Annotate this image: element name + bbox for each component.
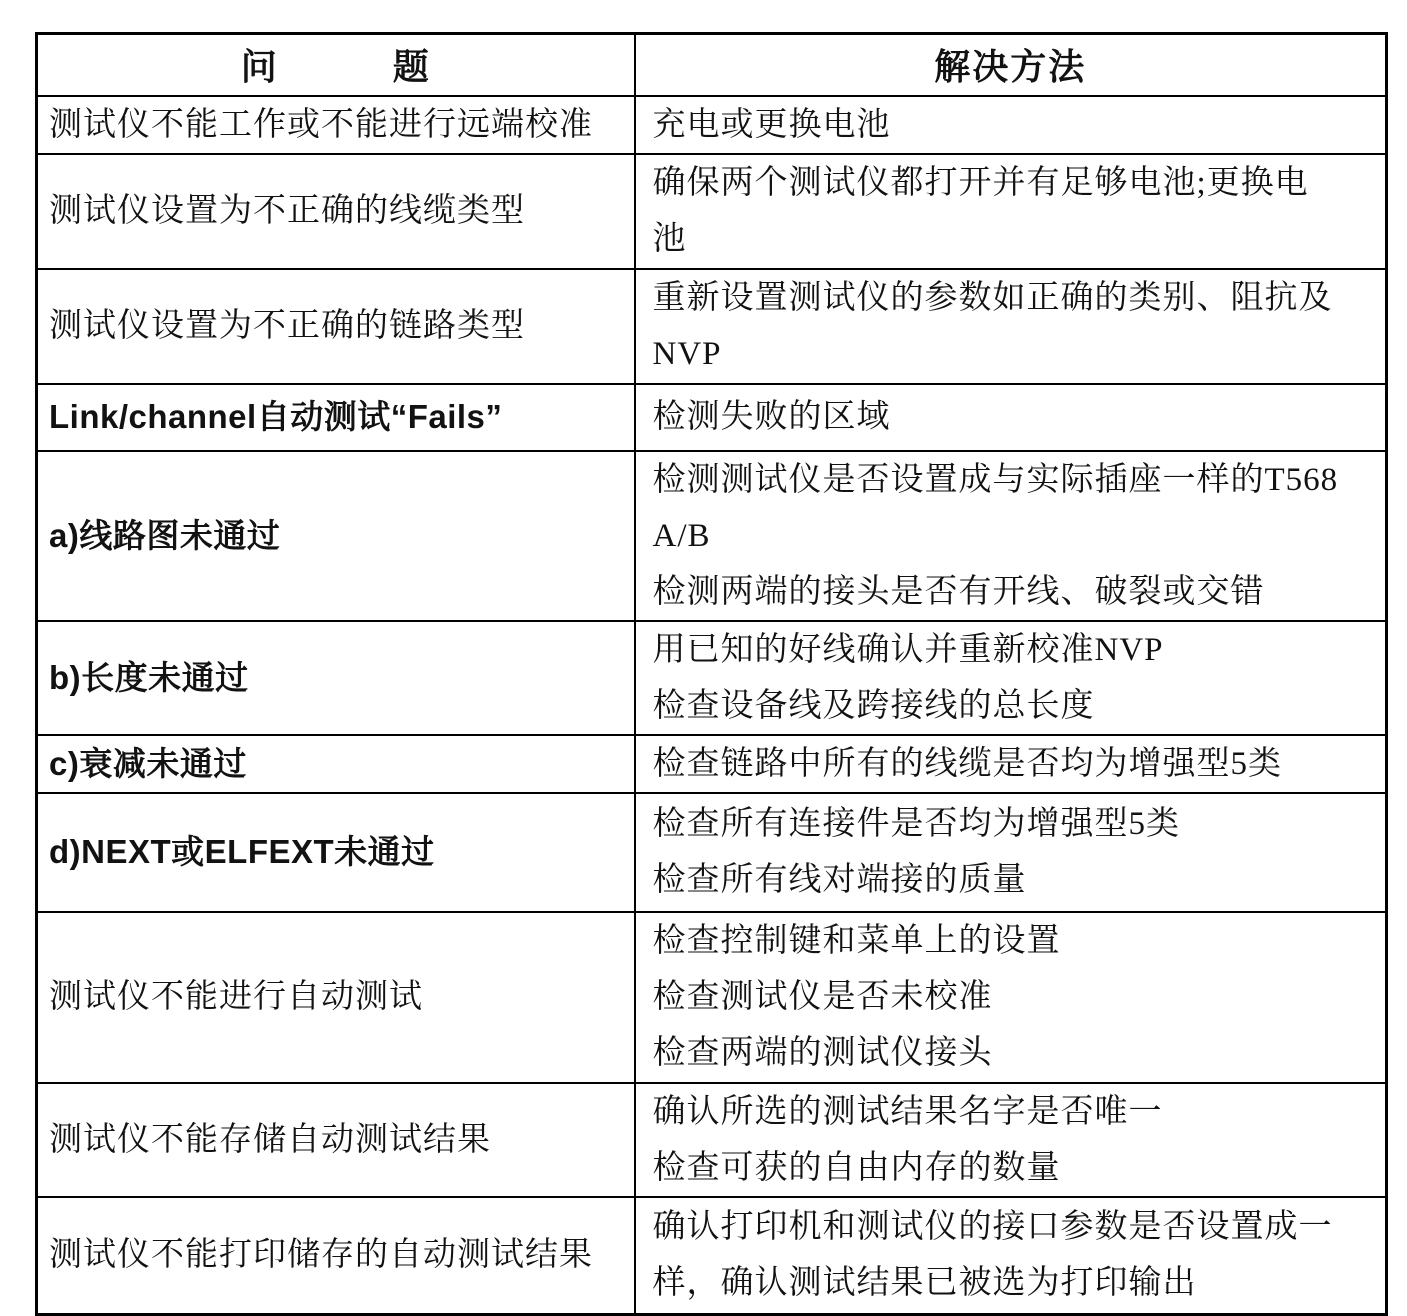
solution-cell: [635, 384, 1387, 451]
problem-cell: [37, 621, 635, 735]
table-row: [37, 269, 1387, 384]
table-row: [37, 451, 1387, 621]
solution-line: 检测两端的接头是否有开线、破裂或交错: [652, 573, 1265, 610]
problem-cell: [37, 793, 635, 912]
problem-text: 测试仪设置为不正确的链路类型: [49, 308, 525, 344]
solution-cell: [635, 96, 1387, 154]
solution-line: 检查所有连接件是否均为增强型5类: [652, 806, 1180, 842]
problem-text: b)长度未通过: [49, 658, 249, 696]
solution-line: A/B: [652, 517, 711, 554]
solution-cell: [635, 154, 1387, 269]
solution-cell: [635, 735, 1387, 793]
table-row: [37, 96, 1387, 154]
solution-cell: [635, 1197, 1387, 1315]
solution-line: 检查链路中所有的线缆是否均为增强型5类: [652, 745, 1282, 782]
solution-line: 重新设置测试仪的参数如正确的类别、阻抗及: [652, 280, 1333, 316]
troubleshooting-document: [35, 32, 1388, 1316]
solution-line: 检查设备线及跨接线的总长度: [652, 687, 1095, 724]
problem-text: c)衰减未通过: [49, 744, 247, 782]
problem-cell: [37, 735, 635, 793]
problem-cell: [37, 912, 635, 1083]
solution-line: NVP: [652, 336, 722, 372]
solution-line: 检测失败的区域: [652, 399, 891, 435]
table-row: [37, 621, 1387, 735]
solution-line: 池: [652, 221, 687, 257]
problem-cell: [37, 1083, 635, 1197]
solution-column-header: 解决方法: [635, 34, 1387, 96]
table-row: [37, 384, 1387, 451]
solution-cell: [635, 621, 1387, 735]
solution-line: 检查测试仪是否未校准: [652, 979, 993, 1015]
solution-line: 确认打印机和测试仪的接口参数是否设置成一: [652, 1209, 1333, 1246]
problem-text: Link/channel自动测试“Fails”: [49, 398, 503, 435]
table-row: [37, 154, 1387, 269]
problem-column-header: 问 题: [37, 34, 635, 96]
problem-cell: [37, 451, 635, 621]
problem-cell: [37, 154, 635, 269]
table-row: [37, 912, 1387, 1083]
header-row: [37, 34, 1387, 96]
problem-text: d)NEXT或ELFEXT未通过: [49, 833, 435, 870]
solution-line: 确认所选的测试结果名字是否唯一: [652, 1093, 1163, 1130]
problem-cell: [37, 384, 635, 451]
problem-text: 测试仪不能进行自动测试: [49, 979, 423, 1015]
problem-cell: [37, 269, 635, 384]
solution-line: 检查所有线对端接的质量: [652, 862, 1027, 898]
table-row: [37, 735, 1387, 793]
table-row: [37, 1197, 1387, 1315]
solution-cell: [635, 912, 1387, 1083]
problem-text: a)线路图未通过: [49, 516, 281, 554]
solution-cell: [635, 451, 1387, 621]
solution-cell: [635, 793, 1387, 912]
solution-line: 检查可获的自由内存的数量: [652, 1149, 1061, 1186]
solution-line: 检查控制键和菜单上的设置: [652, 923, 1061, 959]
solution-line: 检查两端的测试仪接头: [652, 1035, 993, 1071]
problem-cell: [37, 1197, 635, 1315]
solution-line: 样，确认测试结果已被选为打印输出: [652, 1265, 1197, 1302]
troubleshooting-table: [35, 32, 1388, 1316]
problem-text: 测试仪设置为不正确的线缆类型: [49, 193, 525, 229]
solution-line: 用已知的好线确认并重新校准NVP: [652, 631, 1164, 668]
solution-line: 检测测试仪是否设置成与实际插座一样的T568: [652, 461, 1339, 498]
solution-cell: [635, 269, 1387, 384]
problem-text: 测试仪不能工作或不能进行远端校准: [49, 106, 593, 143]
problem-text: 测试仪不能打印储存的自动测试结果: [49, 1237, 593, 1274]
solution-line: 充电或更换电池: [652, 106, 891, 143]
table-row: [37, 793, 1387, 912]
solution-cell: [635, 1083, 1387, 1197]
problem-text: 测试仪不能存储自动测试结果: [49, 1121, 491, 1158]
problem-cell: [37, 96, 635, 154]
table-row: [37, 1083, 1387, 1197]
solution-line: 确保两个测试仪都打开并有足够电池;更换电: [652, 165, 1309, 201]
